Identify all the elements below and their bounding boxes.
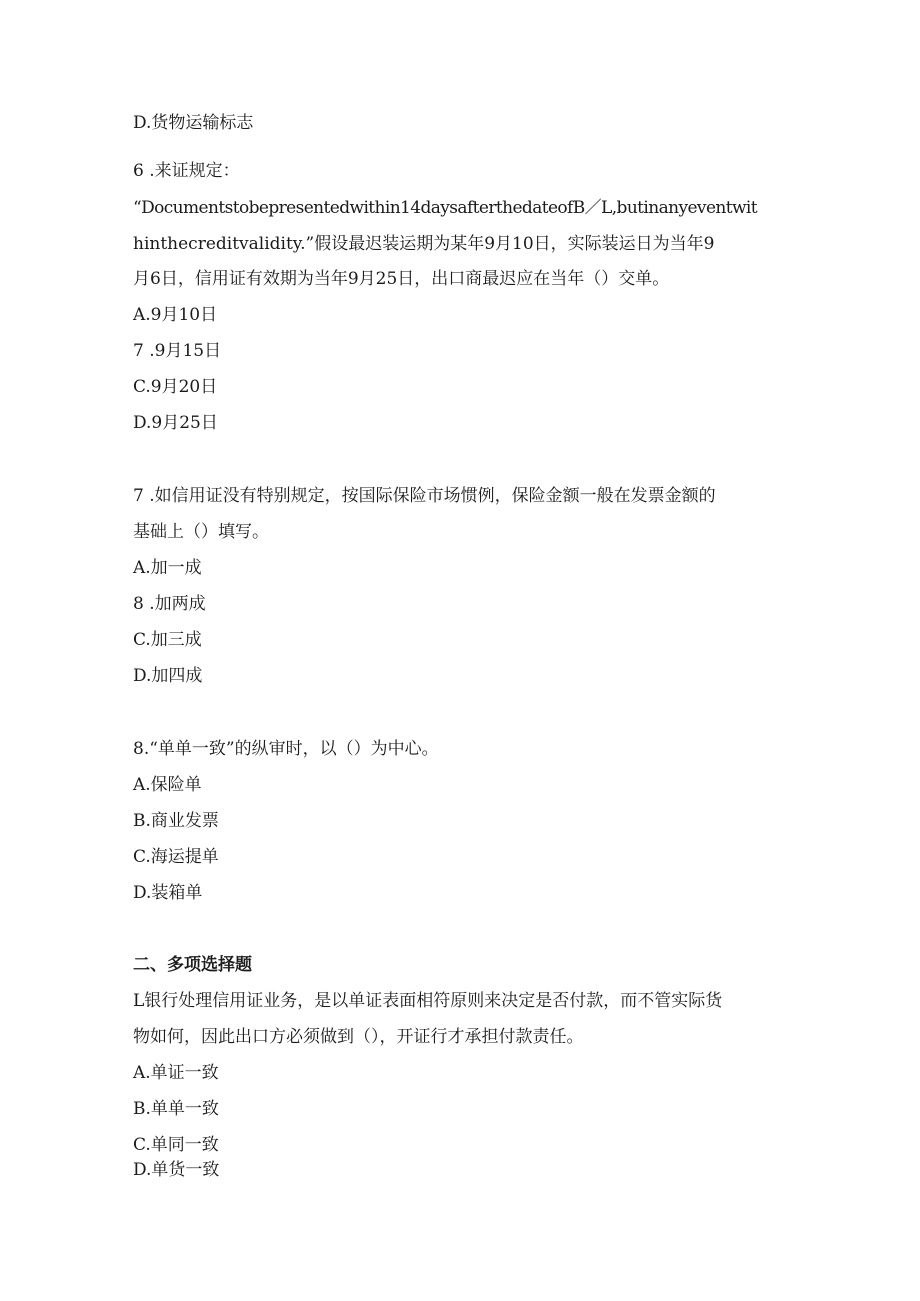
m1-stem-line-2: 物如何，因此出口方必须做到（），开证行才承担付款责任。	[133, 1027, 584, 1047]
m1-option-d: D.单货一致	[133, 1160, 220, 1180]
q8-option-b: B.商业发票	[133, 811, 219, 831]
q6-option-c: C.9月20日	[133, 377, 218, 397]
q6-stem-line-2: hinthecreditvalidity.”假设最迟装运期为某年9月10日，实际装运日为当年9	[133, 234, 715, 254]
q6-stem-title: 6 .来证规定：	[133, 161, 240, 181]
q7-option-d: D.加四成	[133, 666, 203, 686]
q5-option-d: D.货物运输标志	[133, 113, 254, 133]
q7-option-a: A.加一成	[133, 558, 202, 578]
q7-option-c: C.加三成	[133, 630, 202, 650]
m1-option-b: B.单单一致	[133, 1099, 219, 1119]
q8-option-d: D.装箱单	[133, 883, 203, 903]
m1-option-a: A.单证一致	[133, 1063, 219, 1083]
section-heading-multiple-choice: 二、多项选择题	[133, 955, 252, 975]
q8-stem: 8.“单单一致”的纵审时，以（）为中心。	[133, 739, 439, 759]
q8-option-c: C.海运提单	[133, 847, 219, 867]
q7-option-b: 8 .加两成	[133, 594, 206, 614]
q6-option-d: D.9月25日	[133, 413, 218, 433]
q7-stem-line-1: 7 .如信用证没有特别规定，按国际保险市场惯例，保险金额一般在发票金额的	[133, 486, 716, 506]
q6-stem-line-1: “Documentstobepresentedwithin14daysafterthedateofB／L,butinanyeventwit	[133, 198, 757, 218]
q6-stem-line-3: 月6日，信用证有效期为当年9月25日，出口商最迟应在当年（）交单。	[133, 269, 670, 289]
q7-stem-line-2: 基础上（）填写。	[133, 522, 269, 542]
q6-option-a: A.9月10日	[133, 305, 218, 325]
q8-option-a: A.保险单	[133, 775, 202, 795]
q6-option-b: 7 .9月15日	[133, 341, 222, 361]
m1-stem-line-1: L银行处理信用证业务，是以单证表面相符原则来决定是否付款，而不管实际货	[133, 991, 723, 1011]
m1-option-c: C.单同一致	[133, 1135, 219, 1155]
